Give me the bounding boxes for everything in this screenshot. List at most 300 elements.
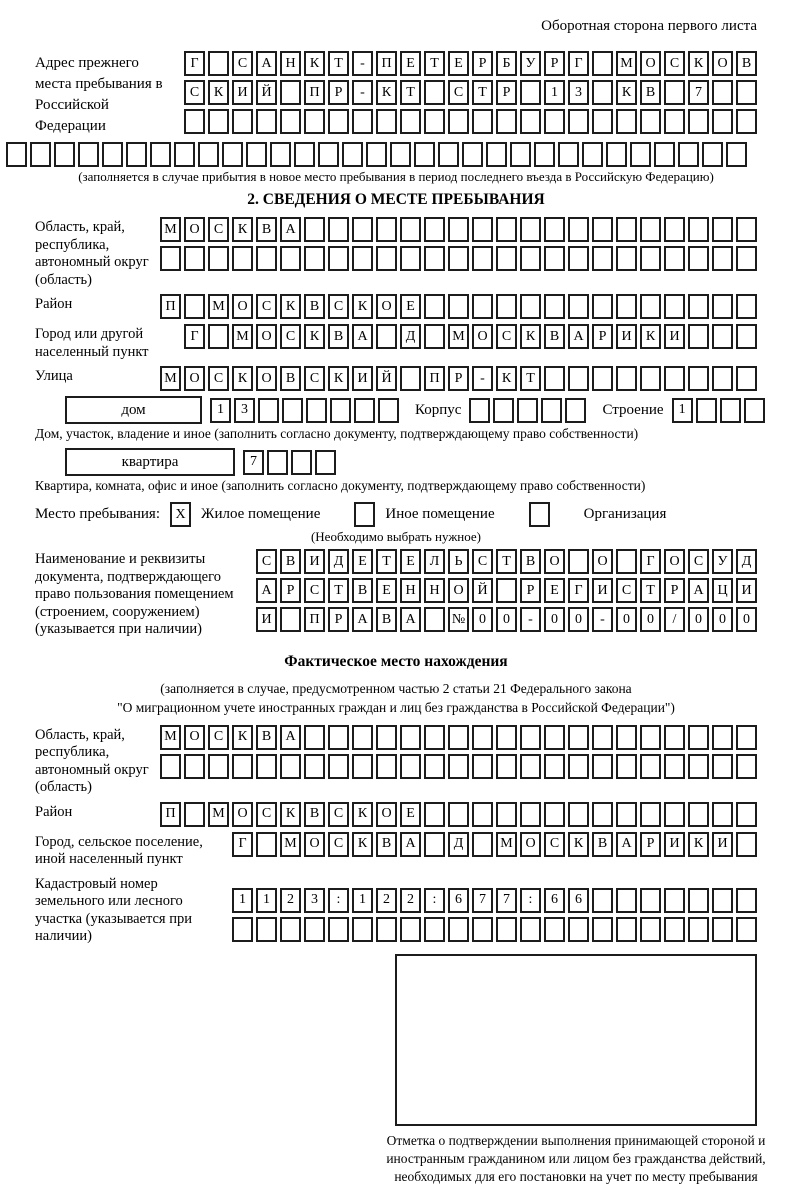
- char-box[interactable]: В: [376, 607, 397, 632]
- char-box[interactable]: Г: [568, 578, 589, 603]
- char-box[interactable]: [640, 802, 661, 827]
- char-box[interactable]: [496, 294, 517, 319]
- char-box[interactable]: О: [232, 294, 253, 319]
- char-box[interactable]: [544, 294, 565, 319]
- char-box[interactable]: 0: [688, 607, 709, 632]
- char-box[interactable]: А: [616, 832, 637, 857]
- char-box[interactable]: [544, 754, 565, 779]
- char-box[interactable]: [664, 366, 685, 391]
- char-box[interactable]: Н: [424, 578, 445, 603]
- char-box[interactable]: [30, 142, 51, 167]
- char-box[interactable]: О: [184, 217, 205, 242]
- char-box[interactable]: [472, 109, 493, 134]
- char-box[interactable]: [270, 142, 291, 167]
- char-box[interactable]: [688, 109, 709, 134]
- char-box[interactable]: [520, 802, 541, 827]
- char-box[interactable]: [688, 246, 709, 271]
- char-box[interactable]: [496, 578, 517, 603]
- char-box[interactable]: [592, 246, 613, 271]
- char-box[interactable]: [208, 246, 229, 271]
- char-box[interactable]: А: [352, 607, 373, 632]
- char-box[interactable]: О: [376, 802, 397, 827]
- char-box[interactable]: [54, 142, 75, 167]
- char-box[interactable]: -: [352, 80, 373, 105]
- char-box[interactable]: [496, 802, 517, 827]
- char-box[interactable]: [688, 294, 709, 319]
- char-box[interactable]: К: [376, 80, 397, 105]
- char-box[interactable]: [592, 366, 613, 391]
- char-box[interactable]: [102, 142, 123, 167]
- char-box[interactable]: [688, 802, 709, 827]
- char-box[interactable]: [352, 109, 373, 134]
- char-box[interactable]: [198, 142, 219, 167]
- char-box[interactable]: [424, 217, 445, 242]
- char-box[interactable]: И: [232, 80, 253, 105]
- char-box[interactable]: И: [256, 607, 277, 632]
- char-box[interactable]: Р: [496, 80, 517, 105]
- char-box[interactable]: В: [640, 80, 661, 105]
- char-box[interactable]: С: [208, 725, 229, 750]
- char-box[interactable]: [184, 294, 205, 319]
- char-box[interactable]: О: [376, 294, 397, 319]
- char-box[interactable]: [160, 754, 181, 779]
- char-box[interactable]: 7: [472, 888, 493, 913]
- char-box[interactable]: О: [256, 324, 277, 349]
- char-box[interactable]: [126, 142, 147, 167]
- char-box[interactable]: [592, 754, 613, 779]
- char-box[interactable]: [256, 109, 277, 134]
- char-box[interactable]: 6: [544, 888, 565, 913]
- char-box[interactable]: [400, 246, 421, 271]
- char-box[interactable]: О: [184, 366, 205, 391]
- char-box[interactable]: С: [184, 80, 205, 105]
- char-box[interactable]: [400, 109, 421, 134]
- char-box[interactable]: С: [664, 51, 685, 76]
- char-box[interactable]: П: [160, 802, 181, 827]
- char-box[interactable]: [424, 802, 445, 827]
- char-box[interactable]: Г: [232, 832, 253, 857]
- char-box[interactable]: Е: [544, 578, 565, 603]
- char-box[interactable]: О: [544, 549, 565, 574]
- char-box[interactable]: К: [328, 366, 349, 391]
- char-box[interactable]: Р: [472, 51, 493, 76]
- char-box[interactable]: [736, 246, 757, 271]
- char-box[interactable]: [544, 917, 565, 942]
- char-box[interactable]: К: [352, 294, 373, 319]
- char-box[interactable]: И: [616, 324, 637, 349]
- char-box[interactable]: Е: [400, 802, 421, 827]
- char-box[interactable]: О: [472, 324, 493, 349]
- char-box[interactable]: [208, 109, 229, 134]
- char-box[interactable]: [304, 246, 325, 271]
- char-box[interactable]: [534, 142, 555, 167]
- char-box[interactable]: Д: [400, 324, 421, 349]
- char-box[interactable]: [616, 109, 637, 134]
- char-box[interactable]: М: [208, 802, 229, 827]
- char-box[interactable]: [400, 754, 421, 779]
- char-box[interactable]: [328, 725, 349, 750]
- char-box[interactable]: -: [352, 51, 373, 76]
- char-box[interactable]: [736, 109, 757, 134]
- char-box[interactable]: [568, 802, 589, 827]
- char-box[interactable]: 1: [232, 888, 253, 913]
- char-box[interactable]: [640, 725, 661, 750]
- char-box[interactable]: 0: [640, 607, 661, 632]
- char-box[interactable]: [294, 142, 315, 167]
- char-box[interactable]: [736, 917, 757, 942]
- char-box[interactable]: К: [280, 802, 301, 827]
- char-box[interactable]: Е: [352, 549, 373, 574]
- char-box[interactable]: И: [592, 578, 613, 603]
- char-box[interactable]: М: [280, 832, 301, 857]
- char-box[interactable]: Р: [520, 578, 541, 603]
- char-box[interactable]: М: [160, 366, 181, 391]
- char-box[interactable]: [664, 754, 685, 779]
- char-box[interactable]: [184, 754, 205, 779]
- char-box[interactable]: [352, 725, 373, 750]
- char-box[interactable]: [448, 109, 469, 134]
- char-box[interactable]: Р: [544, 51, 565, 76]
- char-box[interactable]: [280, 754, 301, 779]
- char-box[interactable]: [736, 754, 757, 779]
- char-box[interactable]: С: [328, 832, 349, 857]
- char-box[interactable]: [472, 217, 493, 242]
- char-box[interactable]: [520, 246, 541, 271]
- char-box[interactable]: Д: [736, 549, 757, 574]
- char-box[interactable]: Т: [400, 80, 421, 105]
- char-box[interactable]: [400, 917, 421, 942]
- char-box[interactable]: Т: [424, 51, 445, 76]
- char-box[interactable]: [592, 888, 613, 913]
- char-box[interactable]: [222, 142, 243, 167]
- char-box[interactable]: [688, 888, 709, 913]
- char-box[interactable]: О: [520, 832, 541, 857]
- char-box[interactable]: А: [280, 217, 301, 242]
- char-box[interactable]: [496, 246, 517, 271]
- char-box[interactable]: А: [280, 725, 301, 750]
- char-box[interactable]: [640, 109, 661, 134]
- char-box[interactable]: 2: [376, 888, 397, 913]
- char-box[interactable]: И: [352, 366, 373, 391]
- char-box[interactable]: -: [472, 366, 493, 391]
- char-box[interactable]: [736, 366, 757, 391]
- char-box[interactable]: [544, 725, 565, 750]
- char-box[interactable]: 0: [568, 607, 589, 632]
- char-box[interactable]: [280, 109, 301, 134]
- char-box[interactable]: [630, 142, 651, 167]
- char-box[interactable]: К: [352, 802, 373, 827]
- char-box[interactable]: [232, 917, 253, 942]
- char-box[interactable]: А: [352, 324, 373, 349]
- char-box[interactable]: И: [712, 832, 733, 857]
- char-box[interactable]: [328, 917, 349, 942]
- char-box[interactable]: К: [232, 366, 253, 391]
- char-box[interactable]: [354, 398, 375, 423]
- char-box[interactable]: О: [184, 725, 205, 750]
- char-box[interactable]: [640, 294, 661, 319]
- char-box[interactable]: Б: [496, 51, 517, 76]
- char-box[interactable]: [376, 109, 397, 134]
- char-box[interactable]: А: [256, 578, 277, 603]
- char-box[interactable]: В: [592, 832, 613, 857]
- char-box[interactable]: [256, 754, 277, 779]
- char-box[interactable]: X: [170, 502, 191, 527]
- char-box[interactable]: [568, 294, 589, 319]
- char-box[interactable]: Е: [448, 51, 469, 76]
- char-box[interactable]: [688, 725, 709, 750]
- char-box[interactable]: К: [616, 80, 637, 105]
- char-box[interactable]: [616, 754, 637, 779]
- char-box[interactable]: К: [568, 832, 589, 857]
- char-box[interactable]: [664, 294, 685, 319]
- char-box[interactable]: Р: [280, 578, 301, 603]
- char-box[interactable]: А: [400, 607, 421, 632]
- char-box[interactable]: [304, 917, 325, 942]
- char-box[interactable]: [472, 725, 493, 750]
- char-box[interactable]: К: [520, 324, 541, 349]
- char-box[interactable]: [664, 80, 685, 105]
- char-box[interactable]: 0: [544, 607, 565, 632]
- char-box[interactable]: [496, 217, 517, 242]
- char-box[interactable]: С: [544, 832, 565, 857]
- char-box[interactable]: В: [280, 366, 301, 391]
- char-box[interactable]: [6, 142, 27, 167]
- char-box[interactable]: [688, 217, 709, 242]
- char-box[interactable]: [640, 366, 661, 391]
- char-box[interactable]: 1: [256, 888, 277, 913]
- char-box[interactable]: [438, 142, 459, 167]
- char-box[interactable]: [378, 398, 399, 423]
- char-box[interactable]: [280, 246, 301, 271]
- char-box[interactable]: Й: [256, 80, 277, 105]
- char-box[interactable]: Г: [640, 549, 661, 574]
- char-box[interactable]: Т: [328, 578, 349, 603]
- char-box[interactable]: Р: [328, 607, 349, 632]
- char-box[interactable]: Р: [448, 366, 469, 391]
- char-box[interactable]: А: [256, 51, 277, 76]
- char-box[interactable]: Г: [568, 51, 589, 76]
- char-box[interactable]: [496, 109, 517, 134]
- char-box[interactable]: Т: [520, 366, 541, 391]
- char-box[interactable]: [568, 725, 589, 750]
- char-box[interactable]: К: [304, 51, 325, 76]
- char-box[interactable]: К: [280, 294, 301, 319]
- char-box[interactable]: 3: [304, 888, 325, 913]
- char-box[interactable]: [712, 888, 733, 913]
- char-box[interactable]: О: [448, 578, 469, 603]
- char-box[interactable]: 3: [234, 398, 255, 423]
- char-box[interactable]: [510, 142, 531, 167]
- char-box[interactable]: [688, 324, 709, 349]
- char-box[interactable]: [592, 109, 613, 134]
- char-box[interactable]: [424, 324, 445, 349]
- char-box[interactable]: [568, 917, 589, 942]
- char-box[interactable]: [315, 450, 336, 475]
- char-box[interactable]: [616, 917, 637, 942]
- char-box[interactable]: В: [352, 578, 373, 603]
- char-box[interactable]: [736, 324, 757, 349]
- char-box[interactable]: [232, 109, 253, 134]
- char-box[interactable]: [304, 109, 325, 134]
- char-box[interactable]: [720, 398, 741, 423]
- char-box[interactable]: В: [544, 324, 565, 349]
- char-box[interactable]: [424, 754, 445, 779]
- char-box[interactable]: С: [328, 802, 349, 827]
- char-box[interactable]: В: [304, 294, 325, 319]
- char-box[interactable]: [712, 246, 733, 271]
- char-box[interactable]: Р: [328, 80, 349, 105]
- char-box[interactable]: [493, 398, 514, 423]
- char-box[interactable]: [664, 109, 685, 134]
- char-box[interactable]: [400, 725, 421, 750]
- char-box[interactable]: [558, 142, 579, 167]
- char-box[interactable]: [462, 142, 483, 167]
- char-box[interactable]: [424, 832, 445, 857]
- char-box[interactable]: [702, 142, 723, 167]
- char-box[interactable]: [616, 246, 637, 271]
- char-box[interactable]: [744, 398, 765, 423]
- char-box[interactable]: [640, 888, 661, 913]
- char-box[interactable]: [544, 217, 565, 242]
- char-box[interactable]: К: [688, 832, 709, 857]
- char-box[interactable]: [280, 80, 301, 105]
- char-box[interactable]: У: [712, 549, 733, 574]
- char-box[interactable]: [688, 754, 709, 779]
- char-box[interactable]: /: [664, 607, 685, 632]
- char-box[interactable]: [568, 754, 589, 779]
- char-box[interactable]: И: [736, 578, 757, 603]
- char-box[interactable]: В: [256, 725, 277, 750]
- char-box[interactable]: К: [232, 217, 253, 242]
- char-box[interactable]: [568, 549, 589, 574]
- char-box[interactable]: Д: [328, 549, 349, 574]
- char-box[interactable]: [688, 366, 709, 391]
- char-box[interactable]: [414, 142, 435, 167]
- char-box[interactable]: 6: [568, 888, 589, 913]
- char-box[interactable]: [712, 754, 733, 779]
- char-box[interactable]: [664, 888, 685, 913]
- char-box[interactable]: С: [304, 366, 325, 391]
- char-box[interactable]: [592, 802, 613, 827]
- char-box[interactable]: М: [616, 51, 637, 76]
- apartment-type-box[interactable]: квартира: [65, 448, 235, 476]
- char-box[interactable]: С: [280, 324, 301, 349]
- char-box[interactable]: [664, 246, 685, 271]
- char-box[interactable]: [256, 832, 277, 857]
- char-box[interactable]: [472, 832, 493, 857]
- char-box[interactable]: М: [208, 294, 229, 319]
- char-box[interactable]: :: [424, 888, 445, 913]
- char-box[interactable]: В: [280, 549, 301, 574]
- char-box[interactable]: [520, 217, 541, 242]
- char-box[interactable]: [376, 754, 397, 779]
- char-box[interactable]: [352, 246, 373, 271]
- char-box[interactable]: [376, 324, 397, 349]
- char-box[interactable]: [678, 142, 699, 167]
- char-box[interactable]: О: [640, 51, 661, 76]
- char-box[interactable]: П: [304, 607, 325, 632]
- char-box[interactable]: К: [688, 51, 709, 76]
- char-box[interactable]: 1: [210, 398, 231, 423]
- char-box[interactable]: Н: [400, 578, 421, 603]
- char-box[interactable]: Р: [640, 832, 661, 857]
- char-box[interactable]: 0: [472, 607, 493, 632]
- char-box[interactable]: [304, 217, 325, 242]
- char-box[interactable]: [472, 754, 493, 779]
- char-box[interactable]: [565, 398, 586, 423]
- char-box[interactable]: [520, 80, 541, 105]
- char-box[interactable]: [448, 725, 469, 750]
- char-box[interactable]: В: [736, 51, 757, 76]
- char-box[interactable]: [520, 917, 541, 942]
- char-box[interactable]: 2: [400, 888, 421, 913]
- char-box[interactable]: [544, 366, 565, 391]
- char-box[interactable]: К: [352, 832, 373, 857]
- char-box[interactable]: Е: [376, 578, 397, 603]
- char-box[interactable]: И: [664, 832, 685, 857]
- char-box[interactable]: 1: [544, 80, 565, 105]
- char-box[interactable]: Т: [472, 80, 493, 105]
- char-box[interactable]: [424, 294, 445, 319]
- char-box[interactable]: Й: [376, 366, 397, 391]
- char-box[interactable]: [592, 725, 613, 750]
- char-box[interactable]: [712, 80, 733, 105]
- char-box[interactable]: [529, 502, 550, 527]
- char-box[interactable]: [616, 549, 637, 574]
- char-box[interactable]: [726, 142, 747, 167]
- house-type-box[interactable]: дом: [65, 396, 202, 424]
- char-box[interactable]: [712, 217, 733, 242]
- char-box[interactable]: М: [232, 324, 253, 349]
- char-box[interactable]: Е: [400, 51, 421, 76]
- char-box[interactable]: :: [520, 888, 541, 913]
- char-box[interactable]: С: [256, 549, 277, 574]
- char-box[interactable]: [352, 917, 373, 942]
- char-box[interactable]: М: [496, 832, 517, 857]
- char-box[interactable]: [616, 294, 637, 319]
- char-box[interactable]: [664, 725, 685, 750]
- char-box[interactable]: [712, 366, 733, 391]
- char-box[interactable]: [640, 754, 661, 779]
- char-box[interactable]: Ь: [448, 549, 469, 574]
- char-box[interactable]: С: [688, 549, 709, 574]
- char-box[interactable]: [328, 217, 349, 242]
- char-box[interactable]: [291, 450, 312, 475]
- char-box[interactable]: Р: [664, 578, 685, 603]
- char-box[interactable]: К: [496, 366, 517, 391]
- char-box[interactable]: С: [208, 217, 229, 242]
- char-box[interactable]: [712, 802, 733, 827]
- char-box[interactable]: К: [208, 80, 229, 105]
- char-box[interactable]: [258, 398, 279, 423]
- char-box[interactable]: [184, 109, 205, 134]
- char-box[interactable]: [208, 51, 229, 76]
- char-box[interactable]: Р: [592, 324, 613, 349]
- char-box[interactable]: [390, 142, 411, 167]
- char-box[interactable]: И: [664, 324, 685, 349]
- char-box[interactable]: [208, 324, 229, 349]
- char-box[interactable]: [736, 80, 757, 105]
- char-box[interactable]: 3: [568, 80, 589, 105]
- char-box[interactable]: [654, 142, 675, 167]
- char-box[interactable]: Т: [376, 549, 397, 574]
- char-box[interactable]: В: [304, 802, 325, 827]
- char-box[interactable]: [424, 725, 445, 750]
- char-box[interactable]: [280, 607, 301, 632]
- char-box[interactable]: Ц: [712, 578, 733, 603]
- char-box[interactable]: [616, 366, 637, 391]
- char-box[interactable]: [267, 450, 288, 475]
